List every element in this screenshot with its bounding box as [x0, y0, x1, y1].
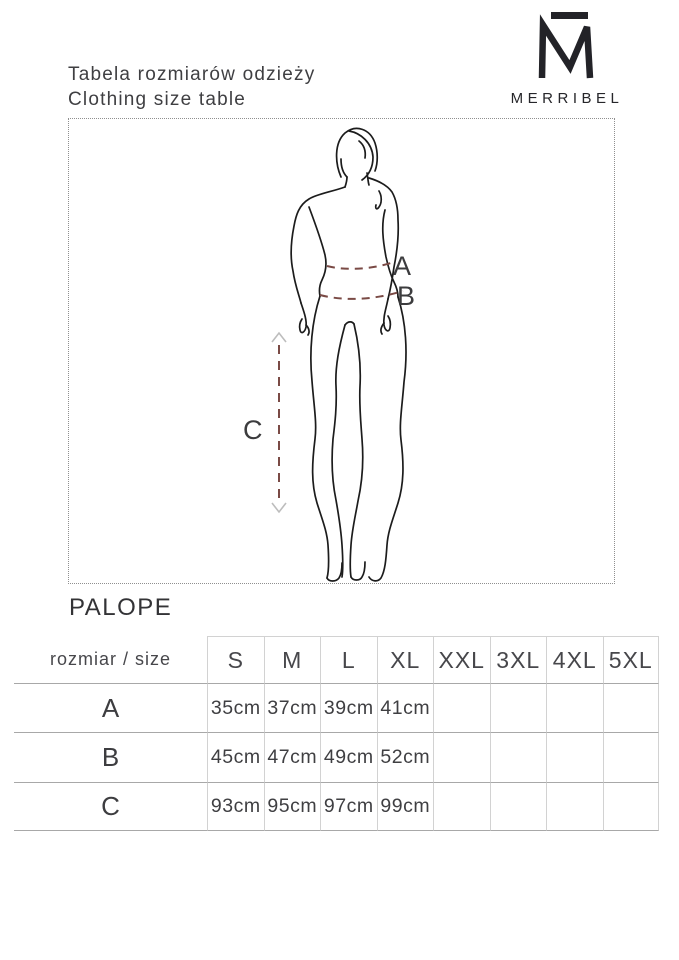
size-cell	[490, 684, 547, 733]
measurement-line-a	[327, 263, 391, 269]
figure-panel	[68, 118, 615, 584]
measurement-arrow-c	[272, 333, 286, 512]
column-header-3xl: 3XL	[490, 636, 547, 684]
size-cell: 52cm	[377, 733, 434, 783]
column-header-m: M	[264, 636, 321, 684]
column-header-xl: XL	[377, 636, 434, 684]
size-table	[14, 636, 659, 831]
size-cell	[603, 684, 660, 733]
column-header-4xl: 4XL	[546, 636, 603, 684]
size-cell	[433, 783, 490, 831]
product-name: PALOPE	[69, 594, 173, 621]
size-cell	[433, 684, 490, 733]
size-cell	[490, 783, 547, 831]
column-header-xxl: XXL	[433, 636, 490, 684]
size-cell	[546, 783, 603, 831]
size-cell	[490, 733, 547, 783]
column-header-s: S	[207, 636, 264, 684]
size-cell: 93cm	[207, 783, 264, 831]
column-header-l: L	[320, 636, 377, 684]
size-cell: 99cm	[377, 783, 434, 831]
title-english: Clothing size table	[68, 89, 247, 110]
brand-logo-m-icon	[534, 8, 596, 84]
size-cell: 37cm	[264, 684, 321, 733]
size-cell: 45cm	[207, 733, 264, 783]
brand-name: MERRIBEL	[510, 90, 624, 107]
figure-outline	[291, 128, 406, 581]
size-cell: 95cm	[264, 783, 321, 831]
title-polish: Tabela rozmiarów odzieży	[68, 64, 316, 85]
measurement-label-a: A	[393, 251, 412, 281]
size-cell: 35cm	[207, 684, 264, 733]
row-label-a: A	[14, 684, 207, 733]
size-cell	[546, 733, 603, 783]
measurement-label-c: C	[243, 415, 263, 445]
size-cell: 97cm	[320, 783, 377, 831]
size-cell: 41cm	[377, 684, 434, 733]
row-label-c: C	[14, 783, 207, 831]
measurement-label-b: B	[397, 281, 416, 311]
measurement-line-b	[320, 291, 403, 299]
size-cell: 49cm	[320, 733, 377, 783]
column-header-5xl: 5XL	[603, 636, 660, 684]
size-cell	[603, 783, 660, 831]
size-cell	[603, 733, 660, 783]
size-cell	[433, 733, 490, 783]
size-cell: 47cm	[264, 733, 321, 783]
size-table-row-header: rozmiar / size	[14, 636, 207, 684]
size-cell: 39cm	[320, 684, 377, 733]
size-cell	[546, 684, 603, 733]
row-label-b: B	[14, 733, 207, 783]
brand-logo	[504, 8, 626, 107]
body-figure-illustration	[69, 119, 614, 583]
page-titles	[68, 62, 315, 112]
